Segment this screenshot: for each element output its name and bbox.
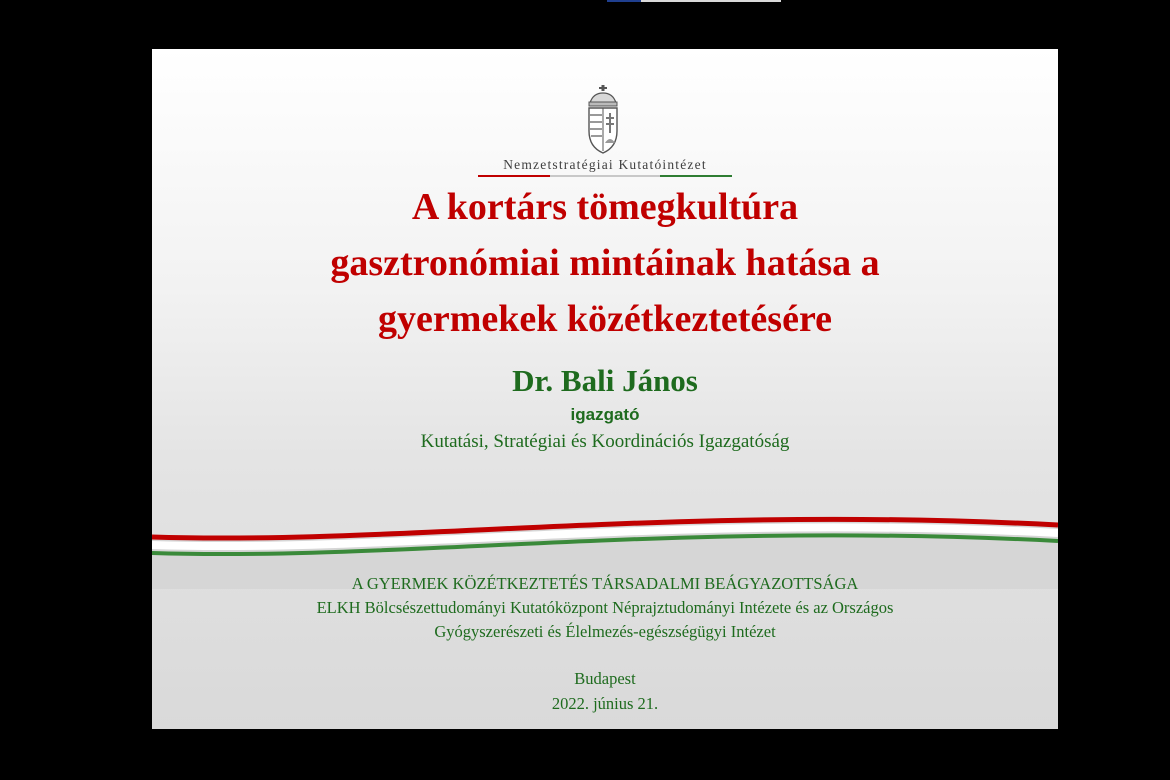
institute-name: Nemzetstratégiai Kutatóintézet xyxy=(503,157,707,172)
title-line: A kortárs tömegkultúra xyxy=(411,186,799,228)
author-department: Kutatási, Stratégiai és Koordinációs Igazgatóság xyxy=(420,431,790,452)
event-city: Budapest xyxy=(574,669,636,688)
hungarian-coat-of-arms-icon xyxy=(585,85,621,155)
event-line: Gyógyszerészeti és Élelmezés-egészségügyi Intézet xyxy=(434,622,776,641)
title-line: gyermekek közétkeztetésére xyxy=(377,298,832,340)
presentation-slide xyxy=(152,49,1058,729)
slide-title xyxy=(152,179,1058,347)
author-role: igazgató xyxy=(570,405,640,424)
institute-tricolor-underline xyxy=(152,175,1058,178)
presenter-toolbar-strip xyxy=(607,0,781,2)
event-line: ELKH Bölcsészettudományi Kutatóközpont Néprajztudományi Intézete és az Országos xyxy=(316,598,894,617)
tricolor-wave-decoration xyxy=(152,449,1058,589)
event-line: A GYERMEK KÖZÉTKEZTETÉS TÁRSADALMI BEÁGYAZOTTSÁGA xyxy=(351,574,859,593)
event-info xyxy=(152,572,1058,644)
author-name: Dr. Bali János xyxy=(512,363,698,398)
event-date: 2022. június 21. xyxy=(551,694,659,713)
title-line: gasztronómiai mintáinak hatása a xyxy=(330,242,880,284)
